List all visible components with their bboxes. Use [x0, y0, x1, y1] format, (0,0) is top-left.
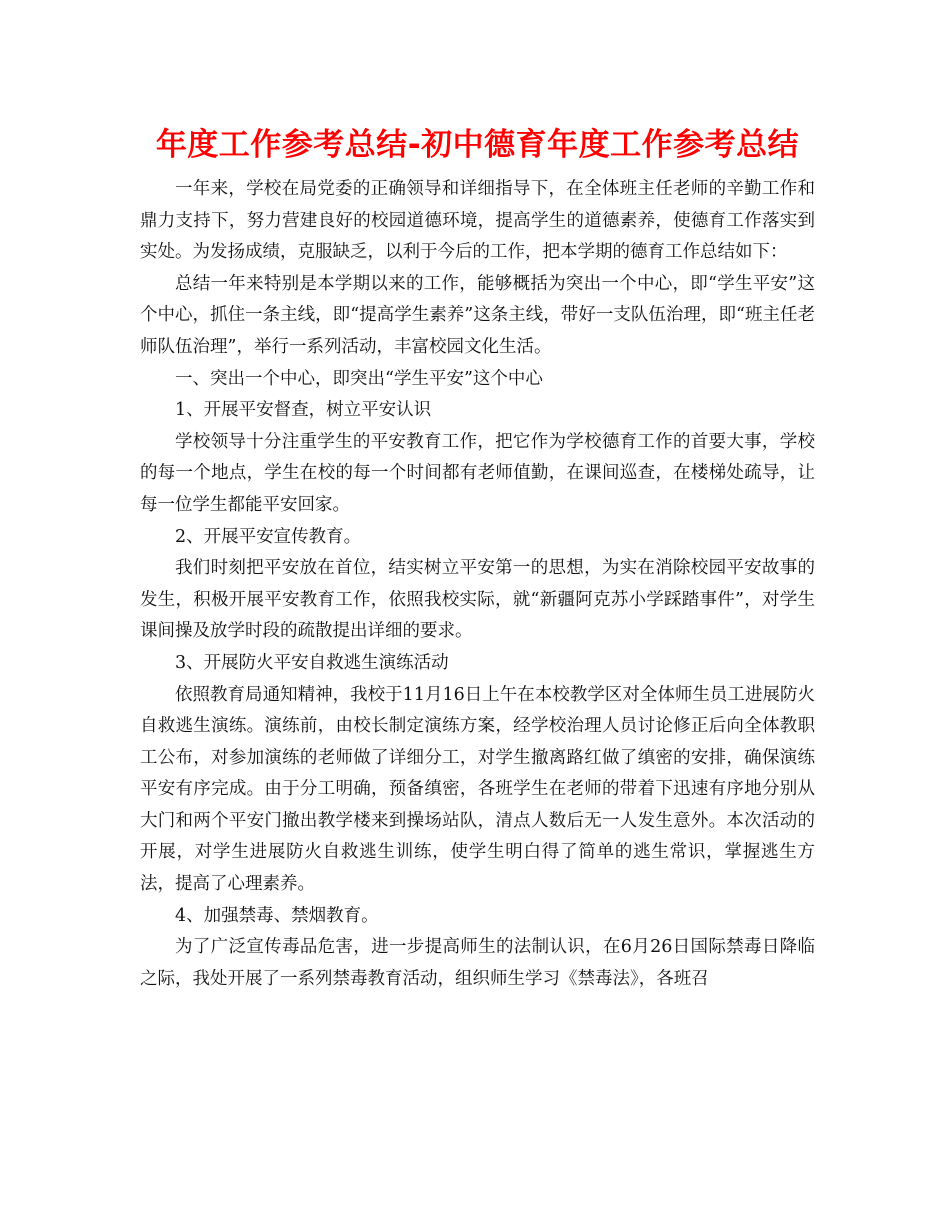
document-title: 年度工作参考总结-初中德育年度工作参考总结 [155, 127, 800, 163]
paragraph-fire-drill: 依照教育局通知精神，我校于11月16日上午在本校教学区对全体师生员工进展防火自救逃生演练。演练前，由校长制定演练方案，经学校治理人员讨论修正后向全体教职工公布，对参加演练的老师做了详细分工，对学生撤离路红做了缜密的安排，确保演练平安有序完成。由于分工明确，预备缜密，各班学生在老师的带着下迅速有序地分别从大门和两个平安门撤出教学楼来到操场站队，清点人数后无一人发生意外。本次活动的开展，对学生进展防火自救逃生训练，使学生明白得了简单的逃生常识，掌握逃生方法，提高了心理素养。 [140, 684, 815, 895]
subheading-3: 3、开展防火平安自救逃生演练活动 [175, 652, 449, 673]
paragraph-anti-drug: 为了广泛宣传毒品危害，进一步提高师生的法制认识，在6月26日国际禁毒日降临之际，我处开展了一系列禁毒教育活动，组织师生学习《禁毒法》，各班召 [140, 937, 815, 989]
subheading-2: 2、开展平安宣传教育。 [175, 526, 362, 547]
paragraph-safety-patrol: 学校领导十分注重学生的平安教育工作，把它作为学校德育工作的首要大事，学校的每一个地点，学生在校的每一个时间都有老师值勤，在课间巡查，在楼梯处疏导，让每一位学生都能平安回家。 [140, 431, 815, 515]
document-page [140, 120, 815, 995]
paragraph-safety-education: 我们时刻把平安放在首位，结实树立平安第一的思想，为实在消除校园平安故事的发生，积极开展平安教育工作，依照我校实际，就“新疆阿克苏小学踩踏事件”，对学生课间操及放学时段的疏散提出详细的要求。 [140, 558, 815, 642]
section-heading-1: 一、突出一个中心，即突出“学生平安”这个中心 [175, 368, 543, 389]
paragraph-summary: 总结一年来特别是本学期以来的工作，能够概括为突出一个中心，即“学生平安”这个中心，抓住一条主线，即“提高学生素养”这条主线，带好一支队伍治理，即“班主任老师队伍治理”，举行一系列活动，丰富校园文化生活。 [140, 273, 815, 357]
subheading-4: 4、加强禁毒、禁烟教育。 [175, 905, 379, 926]
subheading-1: 1、开展平安督查，树立平安认识 [175, 400, 432, 421]
paragraph-intro: 一年来，学校在局党委的正确领导和详细指导下，在全体班主任老师的辛勤工作和鼎力支持下，努力营建良好的校园道德环境，提高学生的道德素养，使德育工作落实到实处。为发扬成绩，克服缺乏，以利于今后的工作，把本学期的德育工作总结如下： [140, 179, 815, 263]
